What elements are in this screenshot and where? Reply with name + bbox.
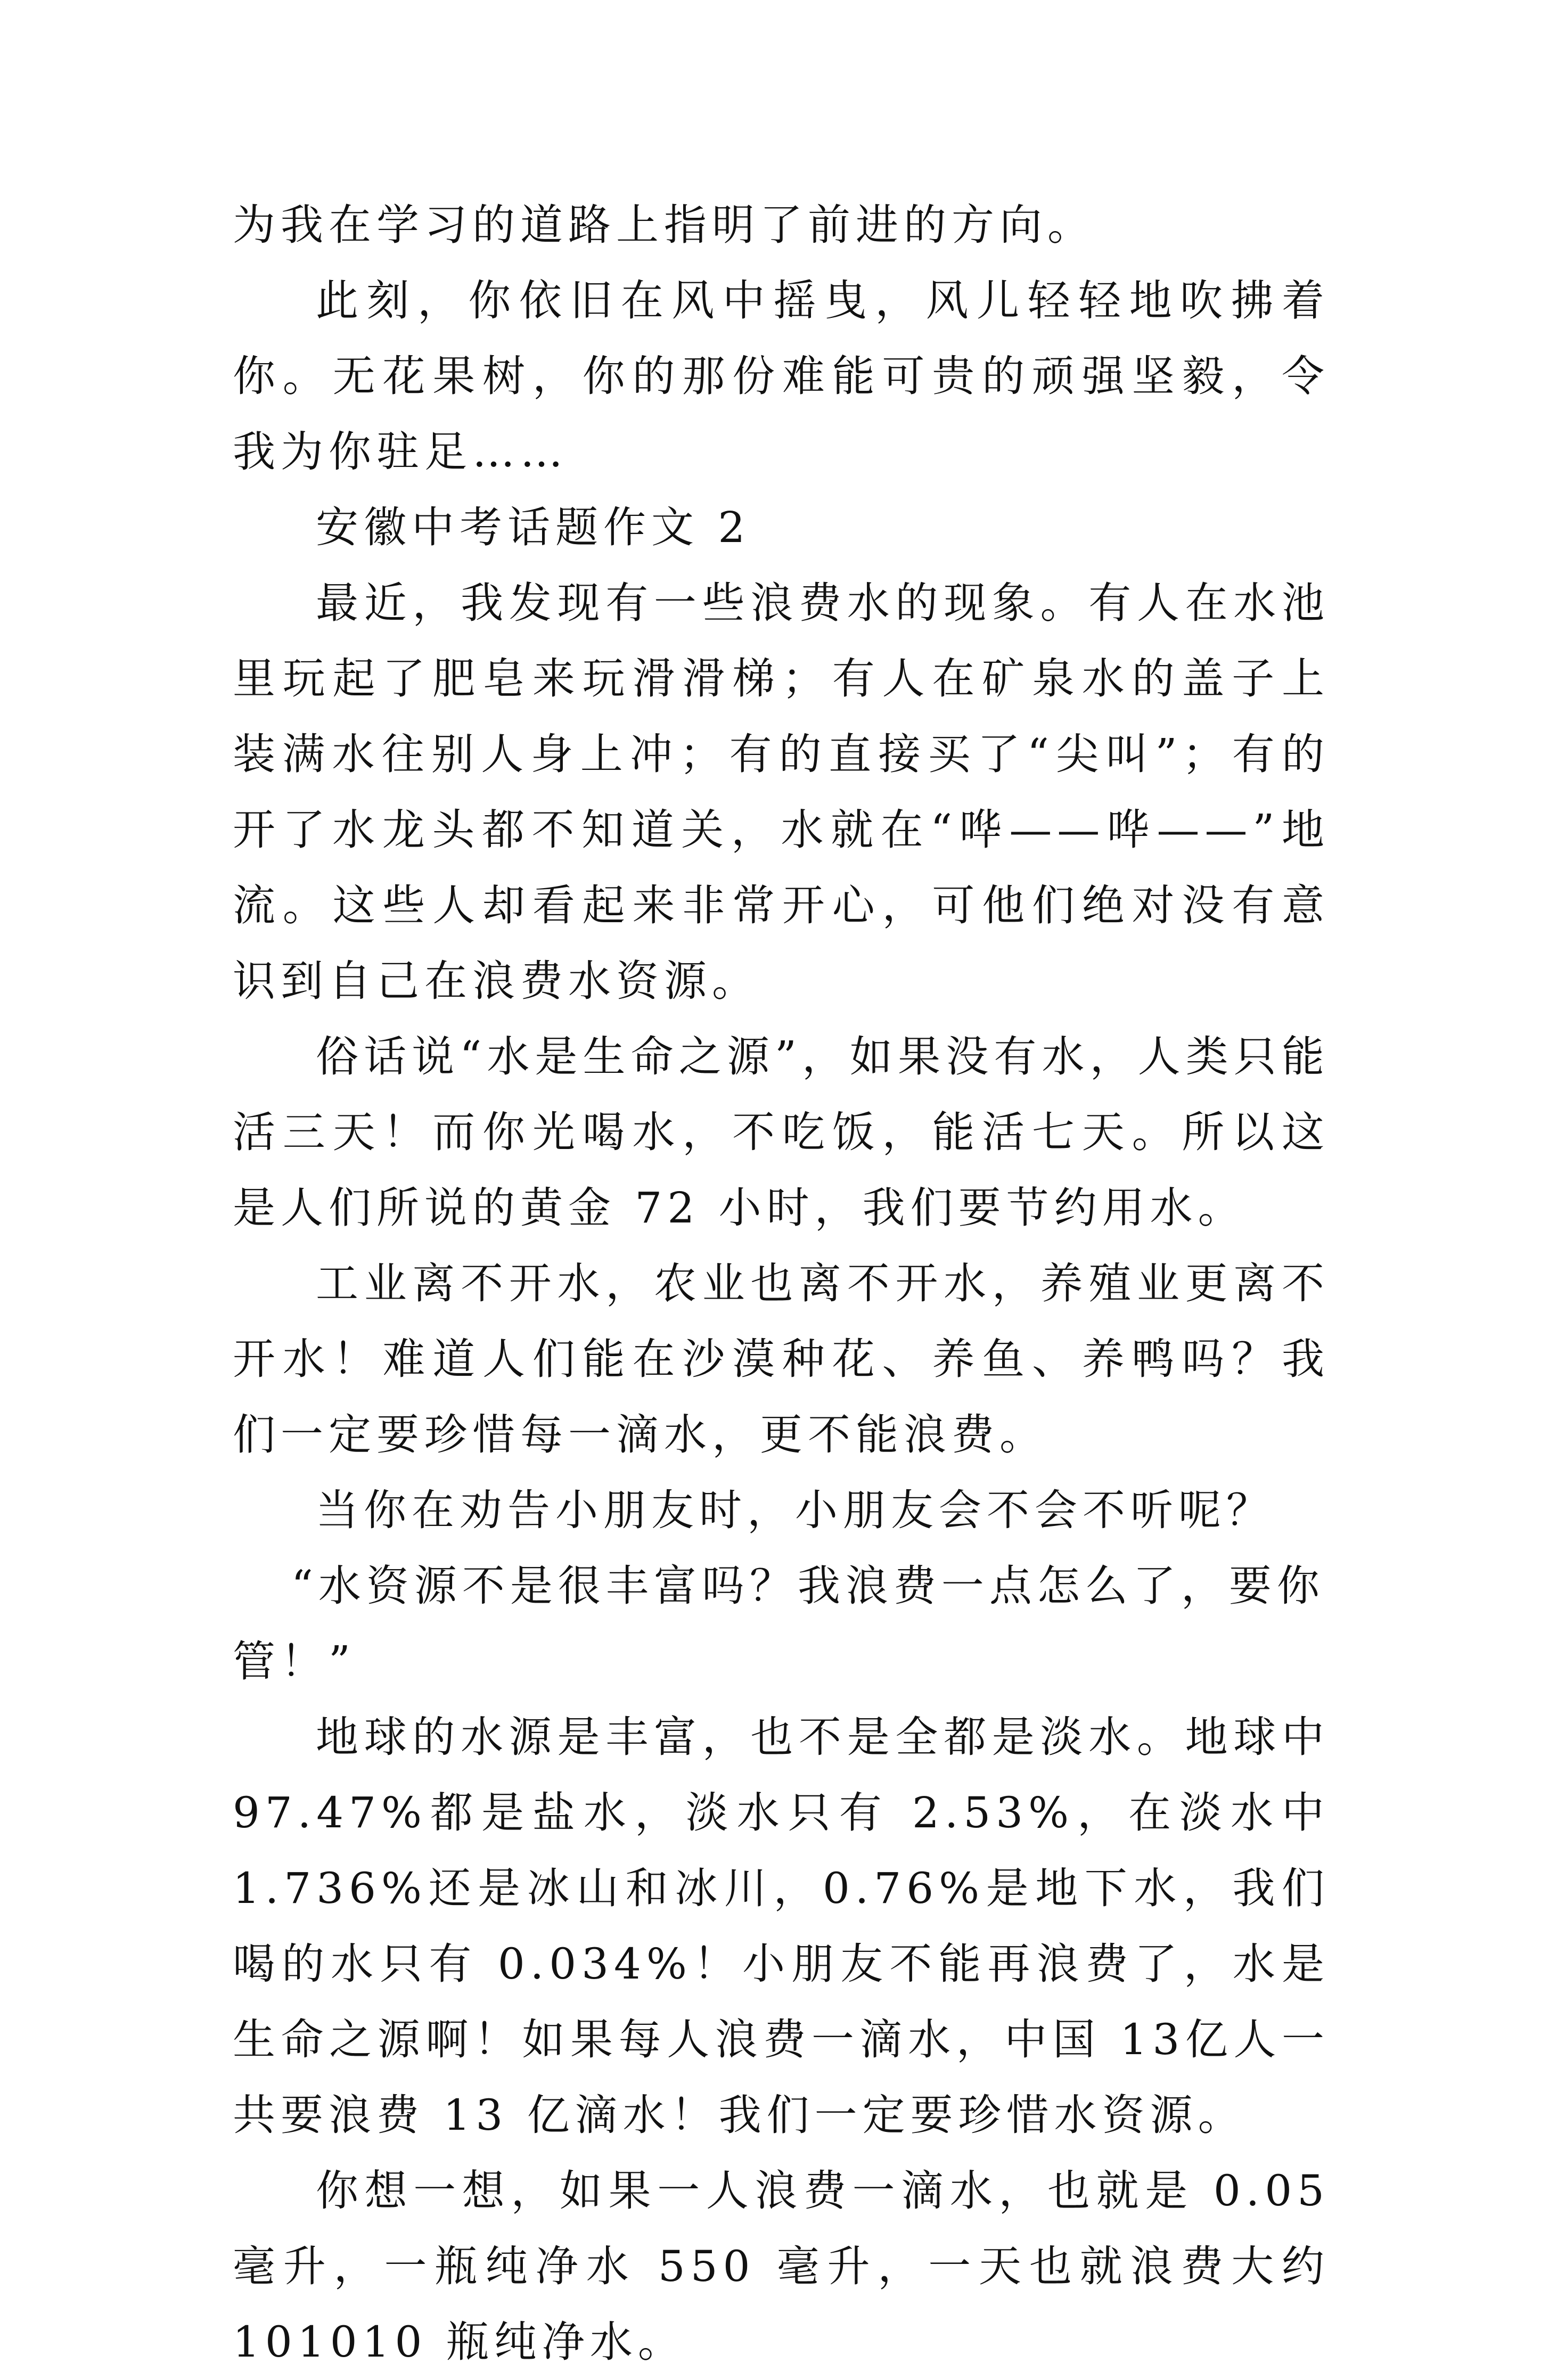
paragraph-quote: “水资源不是很丰富吗？我浪费一点怎么了，要你管！” bbox=[233, 1561, 1325, 1686]
paragraph-waste-phenomena: 最近，我发现有一些浪费水的现象。有人在水池里玩起了肥皂来玩滑滑梯；有人在矿泉水的盖子上装满水往别人身上冲；有的直接买了“尖叫”；有的开了水龙头都不知道关，水就在“哗——哗——”地流。这些人却看起来非常开心，可他们绝对没有意识到自己在浪费水资源。 bbox=[233, 578, 1330, 1006]
document-body bbox=[233, 187, 1330, 2380]
paragraph-industry: 工业离不开水，农业也离不开水，养殖业更离不开水！难道人们能在沙漠种花、养鱼、养鸭吗？我们一定要珍惜每一滴水，更不能浪费。 bbox=[233, 1259, 1330, 1459]
paragraph-fig-tree: 此刻，你依旧在风中摇曳，风儿轻轻地吹拂着你。无花果树，你的那份难能可贵的顽强坚毅，令我为你驻足…… bbox=[233, 276, 1330, 477]
paragraph-calculation: 你想一想，如果一人浪费一滴水，也就是 0.05 毫升，一瓶纯净水 550 毫升，一天也就浪费大约 101010 瓶纯净水。 bbox=[233, 2166, 1330, 2367]
paragraph-continuation: 为我在学习的道路上指明了前进的方向。 bbox=[233, 200, 1095, 250]
paragraph-advice: 当你在劝告小朋友时，小朋友会不会不听呢？ bbox=[316, 1486, 1274, 1535]
paragraph-source-of-life: 俗话说“水是生命之源”，如果没有水，人类只能活三天！而你光喝水，不吃饭，能活七天。所以这是人们所说的黄金 72 小时，我们要节约用水。 bbox=[233, 1032, 1330, 1233]
essay-title: 安徽中考话题作文 2 bbox=[316, 503, 751, 552]
paragraph-water-stats: 地球的水源是丰富，也不是全都是淡水。地球中 97.47%都是盐水，淡水只有 2.53%，在淡水中 1.736%还是冰山和冰川，0.76%是地下水，我们喝的水只有 0.034%！小朋友不能再浪费了，水是生命之源啊！如果每人浪费一滴水，中国 13亿人一共要浪费 13 亿滴水！我们一定要珍惜水资源。 bbox=[233, 1712, 1330, 2140]
